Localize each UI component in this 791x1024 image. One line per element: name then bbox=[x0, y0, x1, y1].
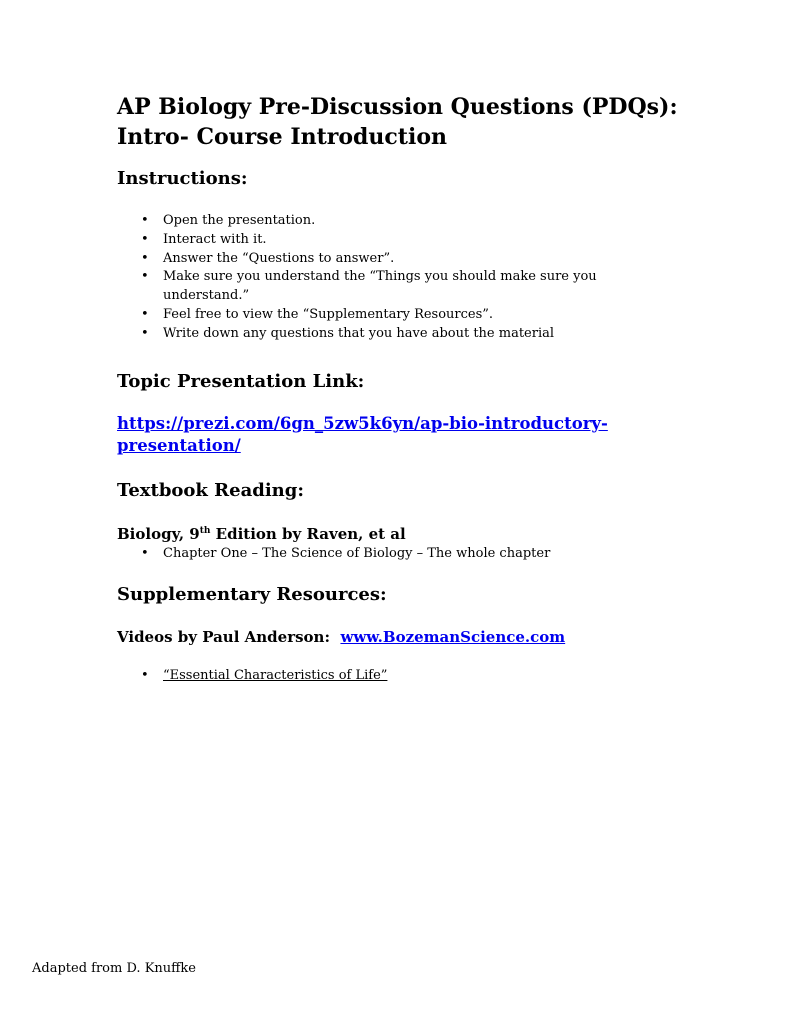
list-item bbox=[117, 667, 677, 686]
textbook-list bbox=[117, 545, 677, 564]
supplementary-heading: Supplementary Resources: bbox=[117, 584, 387, 605]
list-item: • Write down any questions that you have about the material bbox=[117, 325, 677, 344]
presentation-link[interactable]: https://prezi.com/6gn_5zw5k6yn/ap-bio-introductory-presentation/ bbox=[117, 414, 608, 455]
resources-list bbox=[117, 667, 677, 686]
list-item: • Chapter One – The Science of Biology – The whole chapter bbox=[117, 545, 677, 564]
list-item: • Make sure you understand the “Things you should make sure you understand.” bbox=[117, 268, 677, 306]
topic-link-block bbox=[117, 413, 677, 457]
resource-link[interactable]: “Essential Characteristics of Life” bbox=[163, 668, 388, 683]
list-item: • Open the presentation. bbox=[117, 212, 677, 231]
topic-heading: Topic Presentation Link: bbox=[117, 371, 365, 392]
textbook-heading: Textbook Reading: bbox=[117, 480, 304, 501]
instructions-heading: Instructions: bbox=[117, 168, 248, 189]
page-title: AP Biology Pre-Discussion Questions (PDQs): Intro- Course Introduction bbox=[117, 94, 678, 150]
list-item: • Feel free to view the “Supplementary Resources”. bbox=[117, 306, 677, 325]
instructions-list bbox=[117, 212, 677, 344]
footer-credit: Adapted from D. Knuffke bbox=[32, 961, 196, 976]
videos-line: Videos by Paul Anderson: www.BozemanScience.com bbox=[117, 628, 566, 646]
list-item: • Interact with it. bbox=[117, 231, 677, 250]
book-title: Biology, 9th Edition by Raven, et al bbox=[117, 525, 406, 543]
bozeman-link[interactable]: www.BozemanScience.com bbox=[340, 628, 566, 646]
list-item: • Answer the “Questions to answer”. bbox=[117, 250, 677, 269]
